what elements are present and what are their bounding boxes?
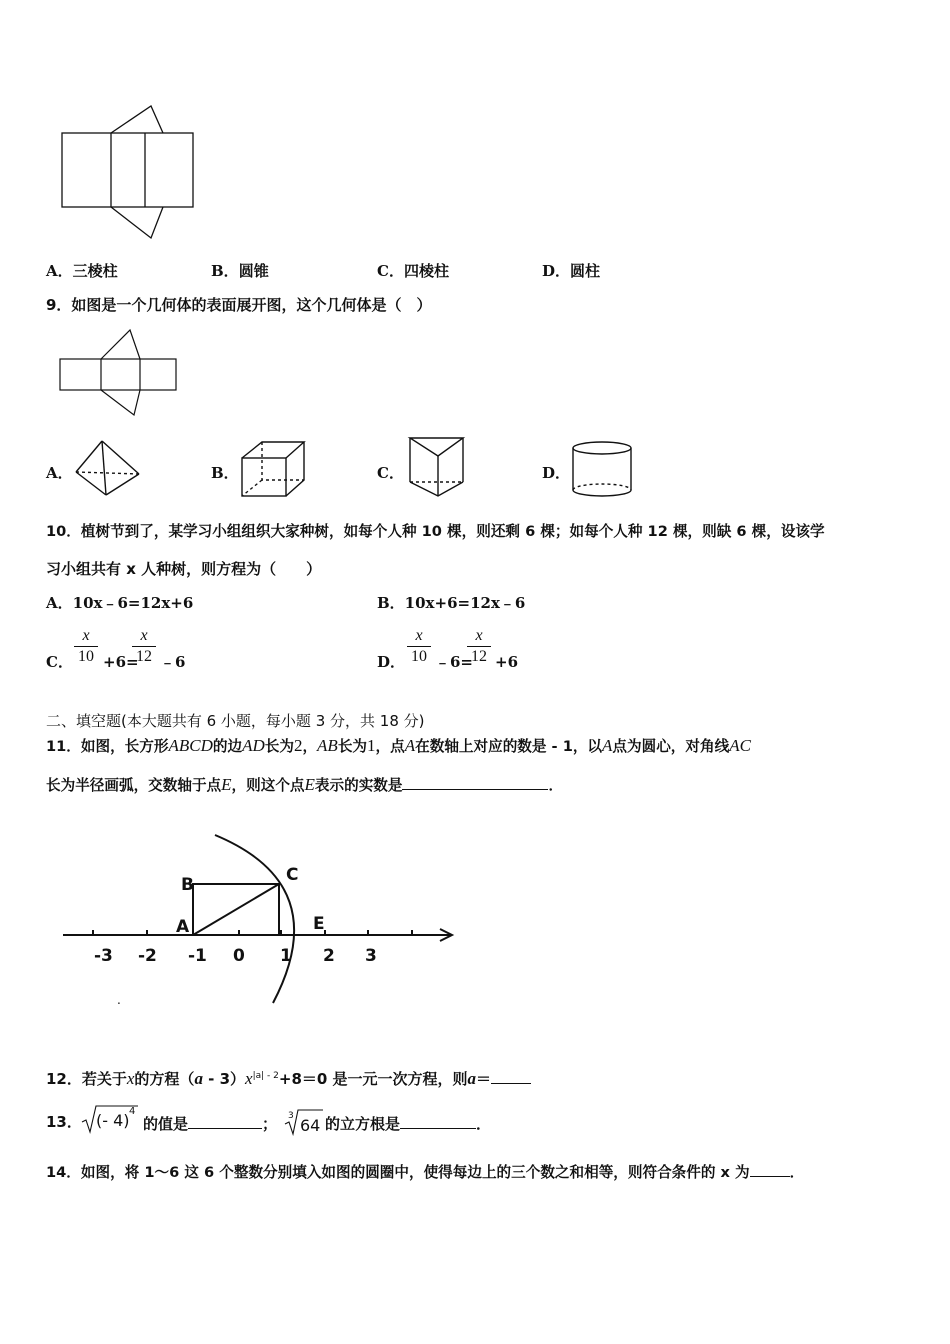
q10-c-letter: C． xyxy=(46,653,73,671)
q9-net-figure xyxy=(55,325,185,420)
q10-c-bar1 xyxy=(74,646,98,647)
q10-d-fraction1 xyxy=(407,627,431,666)
q14-answer-blank[interactable] xyxy=(750,1160,790,1177)
q9-option-c-prism-figure[interactable] xyxy=(405,434,471,500)
sqrt-power: 4 xyxy=(129,1106,136,1117)
q9-option-b-label[interactable]: B． xyxy=(211,464,239,482)
cuberoot-radicand: 64 xyxy=(300,1116,321,1135)
q8-net-figure xyxy=(55,100,200,245)
tick-label-neg2: -2 xyxy=(138,946,157,966)
q12-stem: 12．若关于x的方程$(a - 3)x^{|a| - 2}+8=0$ 是一元一次方程，则a＝ xyxy=(46,1066,531,1089)
tick-label-0: 0 xyxy=(233,946,245,966)
q13-sqrt-expression xyxy=(80,1100,140,1138)
sqrt-radicand: (- 4) xyxy=(96,1111,130,1130)
q13-answer-blank-2[interactable] xyxy=(400,1112,476,1129)
q13-stem-part3: 的立方根是 ． xyxy=(325,1112,491,1134)
q8-option-a[interactable]: A．三棱柱 xyxy=(46,262,118,280)
q10-option-a[interactable]: A．10x﹣6=12x+6 xyxy=(46,594,194,612)
q12-answer-blank[interactable] xyxy=(491,1067,531,1084)
q10-c-fraction1 xyxy=(74,627,98,666)
q9-option-a-label[interactable]: A． xyxy=(46,464,73,482)
q8-option-b[interactable]: B．圆锥 xyxy=(211,262,269,280)
q14-stem: 14．如图，将 1～6 这 6 个整数分别填入如图的圆圈中，使得每边上的三个数之和相等，则符合条件的 x 为 ． xyxy=(46,1160,804,1183)
point-label-c: C xyxy=(286,865,299,885)
q9-option-a-pyramid-figure[interactable] xyxy=(72,438,144,500)
q8-option-c[interactable]: C．四棱柱 xyxy=(377,262,449,280)
tick-label-neg1: -1 xyxy=(188,946,207,966)
q10-c-den1: 10 xyxy=(78,648,94,665)
stray-dot: . xyxy=(117,993,121,1007)
q10-option-c[interactable] xyxy=(46,625,246,679)
q11-stem-line1: 11．如图，长方形ABCD的边AD长为2，AB长为1，点A在数轴上对应的数是 - 1，以A点为圆心，对角线AC xyxy=(46,736,751,755)
q10-c-num2: x xyxy=(140,627,148,644)
q10-c-bar2 xyxy=(132,646,156,647)
q10-stem-line2: 习小组共有 x 人种树，则方程为（ ） xyxy=(46,560,322,578)
q10-d-tail: +6 xyxy=(495,653,519,671)
point-label-e: E xyxy=(313,914,325,934)
point-label-b: B xyxy=(181,875,194,895)
q10-d-den2: 12 xyxy=(471,648,487,665)
q10-c-num1: x xyxy=(82,627,90,644)
q9-option-b-cube-figure[interactable] xyxy=(238,438,310,500)
q10-option-d[interactable] xyxy=(377,625,577,679)
q8-option-d[interactable]: D．圆柱 xyxy=(542,262,601,280)
point-label-a: A xyxy=(176,917,190,937)
q11-stem-line2: 长为半径画弧，交数轴于点E，则这个点E表示的实数是 ． xyxy=(46,775,564,794)
diagonal-ac xyxy=(193,884,279,935)
tick-label-3: 3 xyxy=(365,946,377,966)
tick-label-2: 2 xyxy=(323,946,335,966)
q10-c-tail: ﹣6 xyxy=(160,653,186,671)
q10-d-num2: x xyxy=(475,627,483,644)
q10-c-fraction2 xyxy=(132,627,156,666)
q9-option-d-label[interactable]: D． xyxy=(542,464,571,482)
q10-option-b[interactable]: B．10x+6=12x﹣6 xyxy=(377,594,526,612)
q10-d-mid: ﹣6= xyxy=(435,653,474,671)
q10-d-bar2 xyxy=(467,646,491,647)
q13-stem-part2: 的值是 ； xyxy=(143,1112,277,1134)
tick-label-neg3: -3 xyxy=(94,946,113,966)
q11-numberline-figure xyxy=(55,825,465,1010)
q10-c-mid: +6= xyxy=(103,653,139,671)
section-2-heading: 二、填空题(本大题共有 6 小题，每小题 3 分，共 18 分) xyxy=(46,712,425,730)
q10-d-num1: x xyxy=(415,627,423,644)
q10-d-fraction2 xyxy=(467,627,491,666)
q12-exponent: |a| - 2 xyxy=(252,1071,279,1081)
q9-option-c-label[interactable]: C． xyxy=(377,464,404,482)
q9-stem: 9．如图是一个几何体的表面展开图，这个几何体是（ ） xyxy=(46,296,432,314)
q10-d-bar1 xyxy=(407,646,431,647)
q10-d-letter: D． xyxy=(377,653,406,671)
tick-label-1: 1 xyxy=(280,946,292,966)
q13-stem: 13． xyxy=(46,1113,82,1131)
q9-option-d-cylinder-figure[interactable] xyxy=(568,436,636,500)
q11-answer-blank[interactable] xyxy=(402,773,548,790)
q13-cuberoot-expression xyxy=(283,1104,325,1138)
q10-stem-line1: 10．植树节到了，某学习小组组织大家种树，如每个人种 10 棵，则还剩 6 棵；如每个人种 12 棵，则缺 6 棵，设该学 xyxy=(46,523,825,540)
cuberoot-index: 3 xyxy=(288,1111,294,1121)
q10-c-den2: 12 xyxy=(136,648,152,665)
q10-d-den1: 10 xyxy=(411,648,427,665)
q13-answer-blank-1[interactable] xyxy=(188,1112,262,1129)
arc-radius-ac xyxy=(215,835,294,1003)
